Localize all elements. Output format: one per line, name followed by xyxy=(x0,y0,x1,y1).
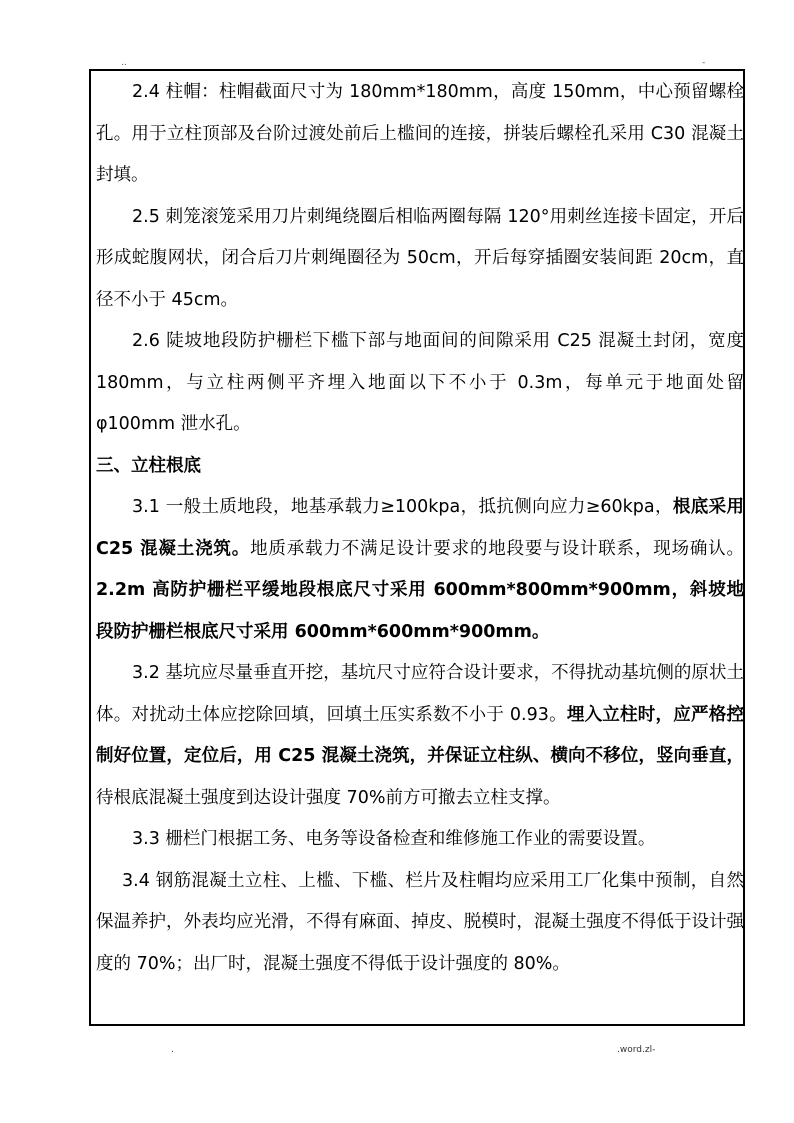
paragraph-3-1 xyxy=(96,487,744,653)
p32-bold-b: 埋入立柱时，应严格控制好位置，定位后，用 C25 混凝土浇筑，并保证立柱纵、横向不移位，竖向垂直， xyxy=(96,704,745,766)
paragraph-3-3: 3.3 栅栏门根据工务、电务等设备检查和维修施工作业的需要设置。 xyxy=(132,829,656,849)
p31-bold-b: 根底采用 C25 混凝土浇筑。 xyxy=(96,497,745,559)
paragraph-2-6: 2.6 陡坡地段防护栅栏下槛下部与地面间的间隙采用 C25 混凝土封闭，宽度 180mm，与立柱两侧平齐埋入地面以下不小于 0.3m，每单元于地面处留φ100mm 泄水孔。 xyxy=(96,331,744,434)
paragraph-2-4: 2.4 柱帽：柱帽截面尺寸为 180mm*180mm，高度 150mm，中心预留螺栓孔。用于立柱顶部及台阶过渡处前后上槛间的连接，拼装后螺栓孔采用 C30 混凝土封填。 xyxy=(96,82,744,185)
header-right-mark: - xyxy=(702,58,706,68)
p31-text-a: 3.1 一般土质地段，地基承载力≥100kpa，抵抗侧向应力≥60kpa， xyxy=(132,497,673,517)
paragraph-3-2 xyxy=(96,653,744,819)
p32-text-c: 待根底混凝土强度到达设计强度 70%前方可撤去立柱支撑。 xyxy=(96,787,561,808)
paragraph-3-4: 3.4 钢筋混凝土立柱、上槛、下槛、栏片及柱帽均应采用工厂化集中预制，自然保温养护，外表均应光滑，不得有麻面、掉皮、脱模时，混凝土强度不得低于设计强度的 70%；出厂时，混凝土强度不得低于设计强度的 80%。 xyxy=(96,870,744,974)
section-heading-3: 三、立柱根底 xyxy=(96,455,201,476)
p31-text-c: 地质承载力不满足设计要求的地段要与设计联系，现场确认。 xyxy=(250,538,744,559)
p31-bold-d: 2.2m 高防护栅栏平缓地段根底尺寸采用 600mm*800mm*900mm，斜坡地段防护栅栏根底尺寸采用 600mm*600mm*900mm。 xyxy=(96,580,744,642)
p32-text-a: 3.2 基坑应尽量垂直开挖，基坑尺寸应符合设计要求，不得扰动基坑侧的原状土体。对扰动土体应挖除回填，回填土压实系数不小于 0.93。 xyxy=(96,663,744,725)
paragraph-2-5: 2.5 刺笼滚笼采用刀片刺绳绕圈后相临两圈每隔 120°用刺丝连接卡固定，开后形成蛇腹网状，闭合后刀片刺绳圈径为 50cm，开后每穿插圈安装间距 20cm，直径不小于 45cm。 xyxy=(96,206,744,310)
header-left-mark: .. xyxy=(121,58,127,68)
footer-left-mark: . xyxy=(171,1045,174,1055)
footer-right-mark: .word.zl- xyxy=(617,1045,656,1055)
document-body xyxy=(96,72,744,985)
